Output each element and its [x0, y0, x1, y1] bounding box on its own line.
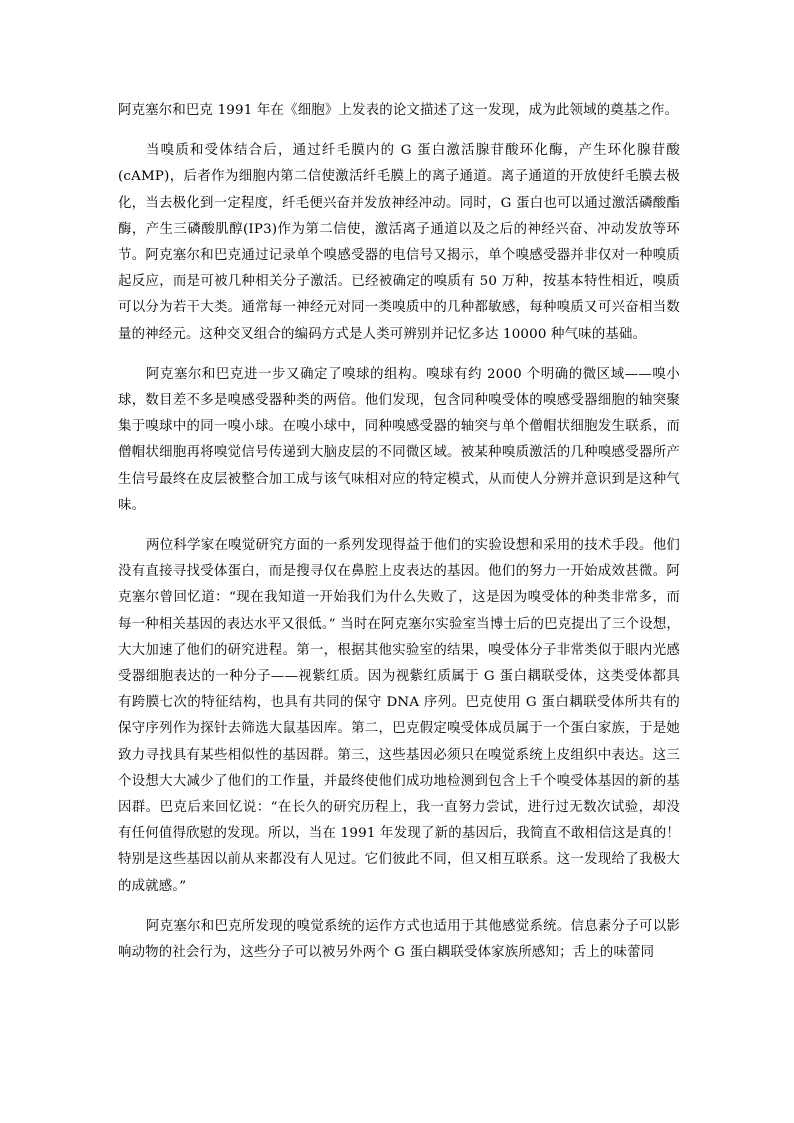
document-body — [118, 98, 680, 966]
paragraph-5: 阿克塞尔和巴克所发现的嗅觉系统的运作方式也适用于其他感觉系统。信息素分子可以影响动物的社会行为，这些分子可以被另外两个 G 蛋白耦联受体家族所感知；舌上的味蕾同 — [118, 918, 680, 961]
paragraph-1: 阿克塞尔和巴克 1991 年在《细胞》上发表的论文描述了这一发现，成为此领域的奠基之作。 — [118, 103, 679, 118]
paragraph-3: 阿克塞尔和巴克进一步又确定了嗅球的组构。嗅球有约 2000 个明确的微区域——嗅小球，数目差不多是嗅感受器种类的两倍。他们发现，包含同种嗅受体的嗅感受器细胞的轴突聚集于嗅球中的同一嗅小球。在嗅小球中，同种嗅感受器的轴突与单个僧帽状细胞发生联系，而僧帽状细胞再将嗅觉信号传递到大脑皮层的不同微区域。被某种嗅质激活的几种嗅感受器所产生信号最终在皮层被整合加工成与该气味相对应的特定模式，从而使人分辨并意识到是这种气味。 — [118, 366, 680, 513]
paragraph-4: 两位科学家在嗅觉研究方面的一系列发现得益于他们的实验设想和采用的技术手段。他们没有直接寻找受体蛋白，而是搜寻仅在鼻腔上皮表达的基因。他们的努力一开始成效甚微。阿克塞尔曾回忆道：“现在我知道一开始我们为什么失败了，这是因为嗅受体的种类非常多，而每一种相关基因的表达水平又很低。” 当时在阿克塞尔实验室当博士后的巴克提出了三个设想，大大加速了他们的研究进程。第一，根据其他实验室的结果，嗅受体分子非常类似于眼内光感受器细胞表达的一种分子——视紫红质。因为视紫红质属于 G 蛋白耦联受体，这类受体都具有跨膜七次的特征结构，也具有共同的保守 DNA 序列。巴克使用 G 蛋白耦联受体所共有的保守序列作为探针去筛选大鼠基因库。第二，巴克假定嗅受体成员属于一个蛋白家族，于是她致力寻找具有某些相似性的基因群。第三，这些基因必须只在嗅觉系统上皮组织中表达。这三个设想大大减少了他们的工作量，并最终使他们成功地检测到包含上千个嗅受体基因的新的基因群。巴克后来回忆说：“在长久的研究历程上，我一直努力尝试，进行过无数次试验，却没有任何值得欣慰的发现。所以，当在 1991 年发现了新的基因后，我简直不敢相信这是真的！特别是这些基因以前从来都没有人见过。它们彼此不同，但又相互联系。这一发现给了我极大的成就感。” — [118, 538, 681, 894]
paragraph-2: 当嗅质和受体结合后，通过纤毛膜内的 G 蛋白激活腺苷酸环化酶，产生环化腺苷酸(cAMP)，后者作为细胞内第二信使激活纤毛膜上的离子通道。离子通道的开放使纤毛膜去极化，当去极化到一定程度，纤毛便兴奋并发放神经冲动。同时，G 蛋白也可以通过激活磷酸酯酶，产生三磷酸肌醇(IP3)作为第二信使，激活离子通道以及之后的神经兴奋、冲动发放等环节。阿克塞尔和巴克通过记录单个嗅感受器的电信号又揭示，单个嗅感受器并非仅对一种嗅质起反应，而是可被几种相关分子激活。已经被确定的嗅质有 50 万种，按基本特性相近，嗅质可以分为若干大类。通常每一神经元对同一类嗅质中的几种都敏感，每种嗅质又可兴奋相当数量的神经元。这种交叉组合的编码方式是人类可辨别并记忆多达 10000 种气味的基础。 — [118, 143, 680, 342]
